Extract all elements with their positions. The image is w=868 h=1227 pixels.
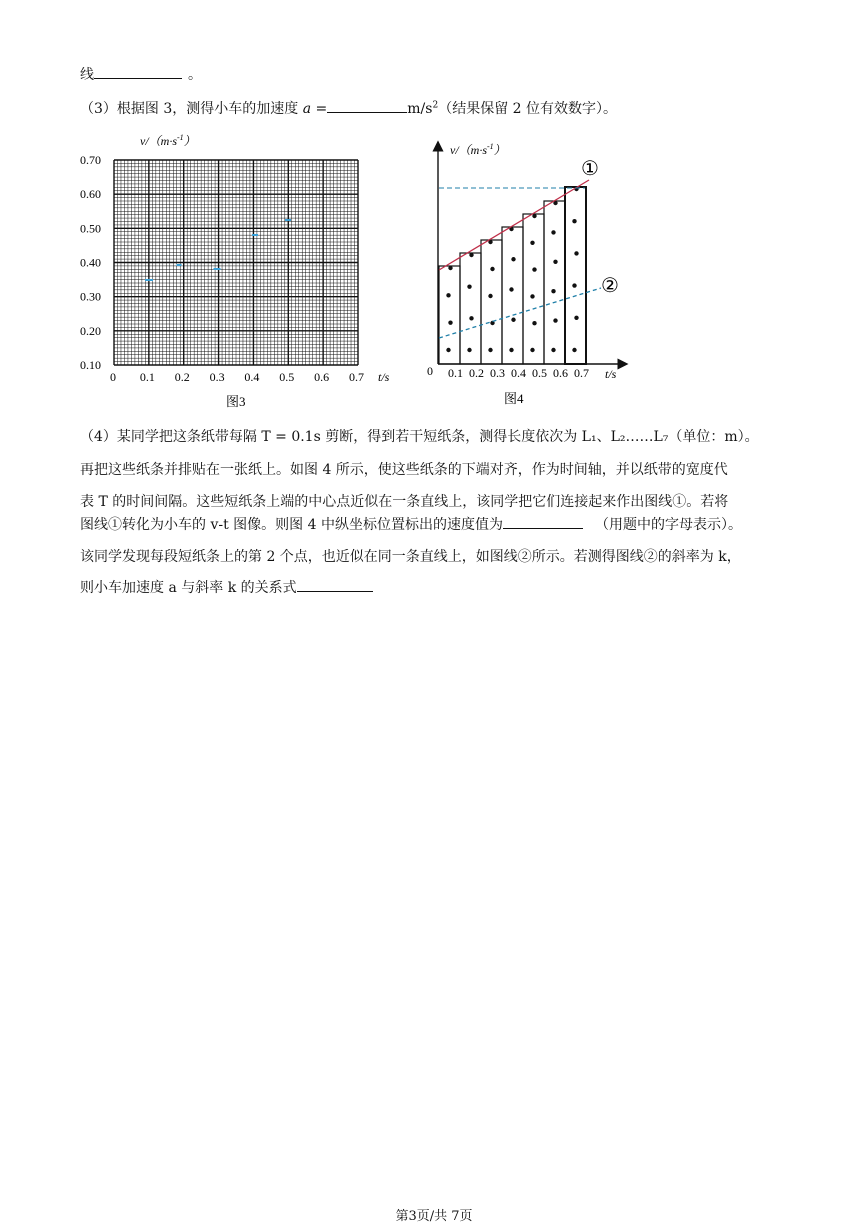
answer-blank-acceleration[interactable] (327, 100, 407, 113)
q3-equals: = (311, 101, 328, 117)
fig4-dot (551, 348, 555, 352)
fig4-dot (553, 260, 557, 264)
fig4-dot (446, 348, 450, 352)
fig4-dot (551, 289, 555, 293)
answer-blank-velocity[interactable] (503, 516, 583, 529)
fig4-dot (511, 318, 515, 322)
fig4-dot (532, 321, 536, 325)
question-top-line (80, 64, 202, 84)
fig4-paper-strips (439, 187, 586, 364)
fig3-x-tick-label: 0.4 (244, 370, 260, 384)
fig4-x-tick-label: 0.2 (469, 366, 484, 380)
q4-line-5: 该同学发现每段短纸条上的第 2 个点，也近似在同一条直线上，如图线②所示。若测得图线②的斜率为 k， (80, 549, 741, 565)
q4-line-3: 表 T 的时间间隔。这些短纸条上端的中心点近似在一条直线上，该同学把它们连接起来作出图线①。若将 (80, 494, 729, 510)
fig3-x-tick-label: 0.1 (139, 370, 155, 384)
fig3-x-tick-label: 0.3 (209, 370, 225, 384)
q4-line-4 (80, 514, 742, 534)
fig3-x-tick-label: 0.2 (174, 370, 190, 384)
fig4-line1-label: ① (581, 158, 599, 180)
q4-line-4-text: 图线①转化为小车的 v-t 图像。则图 4 中纵坐标位置标出的速度值为 (80, 517, 503, 533)
fig4-origin: 0 (427, 364, 433, 378)
fig3-xlabel: t/s (378, 370, 390, 384)
fig4-dot (532, 267, 536, 271)
fig4-line2-label: ② (601, 275, 619, 297)
fig4-paper-strip (460, 253, 481, 364)
fig4-dot (446, 293, 450, 297)
fig4-dot (448, 266, 452, 270)
fig4-dot (488, 348, 492, 352)
fig4-dot (530, 294, 534, 298)
fig4-dot (469, 316, 473, 320)
fig4-dot (553, 318, 557, 322)
fig4-dot (509, 348, 513, 352)
fig4-xlabel: t/s (605, 367, 617, 381)
q4-line-4-after: （用题中的字母表示）。 (594, 517, 742, 533)
answer-blank-top[interactable] (94, 66, 182, 79)
fig4-dot (574, 316, 578, 320)
fig4-dot (551, 230, 555, 234)
fig3-y-tick-labels (80, 153, 101, 372)
fig4-x-tick-label: 0.1 (448, 366, 463, 380)
fig3-y-tick-label: 0.10 (80, 358, 101, 372)
fig4-line-1 (439, 180, 589, 270)
question-top-prefix: 线 (80, 67, 94, 83)
fig4-paper-strip (481, 240, 502, 364)
fig4-x-tick-label: 0.4 (511, 366, 526, 380)
fig4-dot (488, 294, 492, 298)
fig4-x-tick-label: 0.7 (574, 366, 589, 380)
answer-blank-relation[interactable] (297, 579, 373, 592)
question-3 (80, 98, 617, 118)
q4-line-6 (80, 577, 373, 597)
page-footer: 第3页/共 7页 (395, 1209, 473, 1224)
fig4-dot (490, 267, 494, 271)
fig4-dot (532, 214, 536, 218)
fig4-paper-strip (544, 201, 565, 364)
fig3-grid (114, 160, 358, 365)
fig3-x-tick-label: 0.6 (314, 370, 330, 384)
fig3-x-tick-label: 0.5 (279, 370, 295, 384)
fig3-origin: 0 (110, 370, 116, 384)
q3-var: a (302, 101, 312, 117)
question-top-suffix: 。 (188, 67, 202, 83)
fig4-paper-strip (502, 227, 523, 364)
fig4-dot (572, 219, 576, 223)
fig4-paper-strip (523, 214, 544, 364)
fig4-x-tick-label: 0.5 (532, 366, 547, 380)
q3-number: （3） (80, 101, 117, 117)
q4-line-2: 再把这些纸条并排贴在一张纸上。如图 4 所示，使这些纸条的下端对齐，作为时间轴，并以纸带的宽度代 (80, 462, 728, 478)
fig4-caption: 图4 (504, 391, 524, 406)
fig4-dot (574, 251, 578, 255)
fig4-dot (509, 287, 513, 291)
fig4-x-tick-label: 0.3 (490, 366, 505, 380)
fig4-paper-strip (565, 187, 586, 364)
q4-line-1: （4）某同学把这条纸带每隔 T = 0.1s 剪断，得到若干短纸条，测得长度依次为 L₁、L₂……L₇（单位：m）。 (80, 429, 759, 445)
fig4-x-tick-labels (448, 366, 589, 380)
fig3-caption: 图3 (226, 394, 246, 409)
fig3-y-tick-label: 0.20 (80, 323, 101, 338)
fig4-dot (467, 284, 471, 288)
q3-unit: m/s (407, 101, 433, 117)
fig3-y-tick-label: 0.40 (80, 255, 101, 270)
fig4-dot (530, 348, 534, 352)
q3-text: 根据图 3，测得小车的加速度 (116, 101, 303, 117)
q3-unit-sup: 2 (432, 100, 439, 111)
fig4-ylabel: $v/(m\cdot s^{-1})$ (450, 142, 506, 157)
fig4-dot (467, 348, 471, 352)
q3-text-after: （结果保留 2 位有效数字）。 (438, 101, 618, 117)
fig3-x-tick-label: 0.7 (349, 370, 364, 384)
fig4-line-2 (439, 288, 601, 338)
fig4-dot (469, 253, 473, 257)
fig4-x-tick-label: 0.6 (553, 366, 568, 380)
figure-3 (70, 128, 410, 418)
fig4-dot (530, 241, 534, 245)
fig3-y-tick-label: 0.70 (80, 153, 101, 167)
figure-4 (415, 132, 640, 412)
fig4-lines (439, 180, 601, 338)
fig4-dot (572, 283, 576, 287)
q4-line-6-text: 则小车加速度 a 与斜率 k 的关系式 (80, 580, 297, 596)
fig3-x-tick-labels (140, 370, 364, 384)
fig3-ylabel: $v/(m\cdot s^{-1})$ (140, 133, 196, 148)
fig3-y-tick-label: 0.50 (80, 221, 101, 236)
fig3-y-tick-label: 0.60 (80, 187, 101, 202)
fig4-dot (448, 320, 452, 324)
fig3-y-tick-label: 0.30 (80, 289, 101, 304)
fig4-dot (511, 257, 515, 261)
fig4-dot (572, 348, 576, 352)
